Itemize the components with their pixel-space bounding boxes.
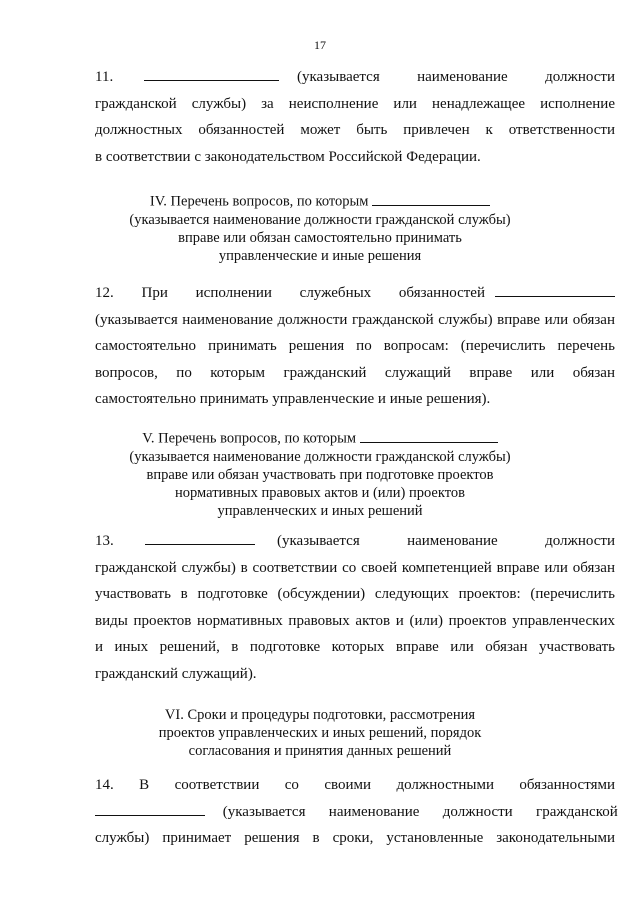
heading-line: вправе или обязан участвовать при подготовке проектов	[146, 466, 494, 483]
paragraph-text: 12. При исполнении служебных обязанностей	[95, 285, 485, 301]
paragraph-line: (указывается наименование должности гражданской службы) вправе или обязан	[95, 311, 615, 328]
blank-line	[95, 800, 205, 816]
paragraph-number: 13.	[95, 533, 114, 549]
paragraph-14-body	[95, 799, 618, 852]
section-heading-v	[0, 427, 640, 520]
paragraph-number: 11.	[95, 69, 114, 85]
paragraph-line	[95, 280, 615, 307]
paragraph-14	[95, 772, 615, 799]
blank-line	[360, 427, 498, 443]
paragraph-text: (указывается наименование должности	[297, 69, 615, 85]
paragraph-text: (указывается наименование должности	[277, 533, 615, 549]
paragraph-line: 14. В соответствии со своими должностными обязанностями	[95, 777, 615, 793]
paragraph-13-body	[95, 555, 615, 688]
section-heading-vi	[0, 706, 640, 760]
paragraph-line: службы) принимает решения в сроки, установленные законодательными	[95, 830, 615, 846]
paragraph-text: (указывается наименование должности гражданской	[222, 803, 618, 820]
paragraph-line	[95, 64, 615, 91]
blank-line	[145, 529, 255, 545]
blank-line	[144, 65, 279, 81]
heading-line: согласования и принятия данных решений	[188, 743, 452, 759]
heading-line: проектов управленческих и иных решений, порядок	[158, 725, 482, 741]
paragraph-13	[95, 528, 615, 555]
blank-line	[495, 281, 615, 297]
paragraph-line: гражданский служащий).	[95, 665, 257, 682]
heading-line: IV. Перечень вопросов, по которым	[0, 190, 640, 211]
section-heading-iv	[0, 190, 640, 265]
blank-line	[372, 190, 490, 206]
heading-line: вправе или обязан самостоятельно принимать	[178, 229, 462, 246]
heading-line: V. Перечень вопросов, по которым	[0, 427, 640, 448]
paragraph-11	[95, 64, 615, 170]
paragraph-line	[95, 799, 618, 826]
page-number: 17	[314, 38, 326, 52]
paragraph-line: и иных решений, в подготовке которых вправе или обязан участвовать	[95, 639, 615, 655]
heading-line: (указывается наименование должности гражданской службы)	[129, 211, 511, 228]
paragraph-line: виды проектов нормативных правовых актов и (или) проектов управленческих	[95, 612, 615, 629]
paragraph-line: участвовать в подготовке (обсуждении) следующих проектов: (перечислить	[95, 586, 615, 602]
paragraph-12	[95, 280, 615, 307]
heading-line: нормативных правовых актов и (или) проектов	[175, 484, 465, 501]
paragraph-line	[95, 528, 615, 555]
heading-line: VI. Сроки и процедуры подготовки, рассмотрения	[164, 707, 476, 723]
paragraph-12-body	[95, 307, 615, 413]
heading-line: управленческие и иные решения	[218, 247, 422, 264]
paragraph-line: должностных обязанностей может быть привлечен к ответственности	[95, 122, 615, 138]
paragraph-line: самостоятельно принимать решения по вопросам: (перечислить перечень	[95, 338, 615, 354]
heading-line: (указывается наименование должности гражданской службы)	[129, 448, 511, 465]
paragraph-line: в соответствии с законодательством Российской Федерации.	[95, 148, 481, 165]
paragraph-line: гражданской службы) в соответствии со своей компетенцией вправе или обязан	[95, 559, 615, 576]
paragraph-line: гражданской службы) за неисполнение или ненадлежащее исполнение	[95, 95, 615, 112]
paragraph-line: самостоятельно принимать управленческие и иные решения).	[95, 391, 491, 407]
paragraph-line: вопросов, по которым гражданский служащий вправе или обязан	[95, 364, 615, 381]
heading-line: управленческих и иных решений	[217, 502, 423, 519]
